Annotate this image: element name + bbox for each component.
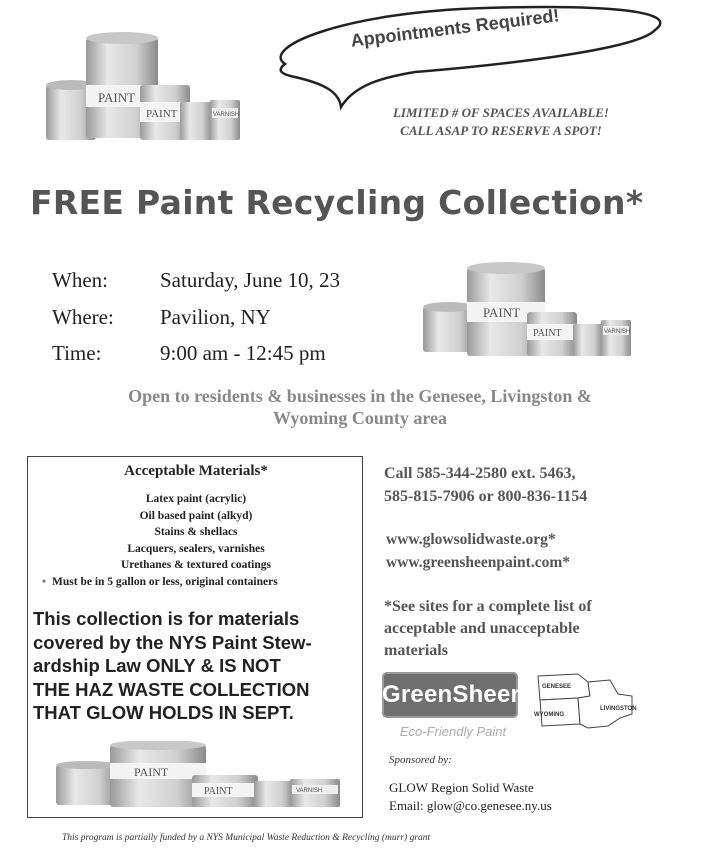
sponsor-info bbox=[389, 779, 552, 815]
limited-line-1: LIMITED # OF SPACES AVAILABLE! bbox=[392, 105, 609, 120]
greensheen-logo: GreenSheen bbox=[382, 672, 518, 718]
svg-text:LIVINGSTON: LIVINGSTON bbox=[600, 706, 637, 712]
material-item: Lacquers, sealers, varnishes bbox=[127, 542, 265, 555]
website-link-glow[interactable]: www.glowsolidwaste.org* bbox=[386, 531, 556, 548]
bullet-icon: • bbox=[42, 576, 47, 588]
funding-footer: This program is partially funded by a NYS Municipal Waste Reduction & Recycling (murr) grant bbox=[62, 833, 431, 843]
law-line: covered by the NYS Paint Stew- bbox=[33, 631, 312, 653]
website-link-greensheen[interactable]: www.greensheenpaint.com* bbox=[386, 554, 570, 571]
see-sites-note bbox=[384, 596, 704, 662]
call-line-1: Call 585-344-2580 ext. 5463, bbox=[384, 465, 576, 482]
sponsor-org: GLOW Region Solid Waste bbox=[389, 780, 534, 795]
see-line-1: *See sites for a complete list of bbox=[384, 598, 592, 615]
websites bbox=[386, 528, 715, 574]
law-line: THE HAZ WASTE COLLECTION bbox=[33, 678, 310, 700]
county-map-icon bbox=[528, 668, 678, 734]
stewardship-law-notice bbox=[33, 607, 363, 725]
page-title: FREE Paint Recycling Collection* bbox=[30, 183, 644, 222]
greensheen-tagline: Eco-Friendly Paint bbox=[399, 724, 507, 739]
see-line-3: materials bbox=[384, 642, 448, 659]
materials-list bbox=[28, 491, 364, 574]
material-item: Urethanes & textured coatings bbox=[120, 559, 272, 571]
svg-text:GENESEE: GENESEE bbox=[542, 684, 572, 690]
open-line-1: Open to residents & businesses in the Genesee, Livingston & bbox=[128, 386, 592, 406]
svg-text:WYOMING: WYOMING bbox=[534, 712, 564, 718]
limited-spaces-notice bbox=[356, 104, 646, 140]
open-line-2: Wyoming County area bbox=[272, 408, 447, 428]
where-label: Where: bbox=[52, 305, 114, 329]
when-value: Saturday, June 10, 23 bbox=[160, 268, 341, 292]
sponsored-by-label: Sponsored by: bbox=[389, 754, 452, 766]
paint-cans-image-top bbox=[40, 30, 250, 150]
open-to-residents bbox=[40, 385, 680, 429]
law-line: This collection is for materials bbox=[33, 608, 300, 629]
time-label: Time: bbox=[52, 341, 102, 365]
see-line-2: acceptable and unacceptable bbox=[384, 620, 580, 637]
svg-text:PAINT: PAINT bbox=[98, 90, 136, 105]
sponsor-email[interactable]: Email: glow@co.genesee.ny.us bbox=[389, 798, 552, 813]
svg-text:PAINT: PAINT bbox=[146, 108, 178, 120]
svg-text:VARNISH: VARNISH bbox=[213, 112, 240, 118]
call-line-2: 585-815-7906 or 800-836-1154 bbox=[384, 488, 588, 505]
time-value: 9:00 am - 12:45 pm bbox=[160, 341, 326, 365]
material-item: Stains & shellacs bbox=[154, 526, 238, 538]
svg-text:PAINT: PAINT bbox=[134, 765, 169, 779]
acceptable-materials-box bbox=[27, 456, 363, 818]
materials-note bbox=[42, 576, 362, 588]
svg-text:VARNISH: VARNISH bbox=[296, 788, 323, 794]
materials-note-text: Must be in 5 gallon or less, original containers bbox=[52, 576, 278, 588]
svg-text:VARNISH: VARNISH bbox=[604, 329, 631, 335]
paint-cans-image-bottom bbox=[42, 741, 352, 813]
material-item: Latex paint (acrylic) bbox=[145, 493, 247, 505]
svg-text:PAINT: PAINT bbox=[533, 328, 562, 339]
material-item: Oil based paint (alkyd) bbox=[139, 509, 253, 522]
svg-text:PAINT: PAINT bbox=[483, 305, 521, 320]
materials-heading: Acceptable Materials* bbox=[124, 463, 268, 479]
law-line: ardship Law ONLY & IS NOT bbox=[33, 655, 281, 676]
where-value: Pavilion, NY bbox=[160, 305, 271, 329]
when-label: When: bbox=[52, 268, 108, 292]
paint-cans-image-middle bbox=[415, 262, 640, 362]
appointments-required-text: Appointments Required! bbox=[349, 5, 561, 51]
law-line: THAT GLOW HOLDS IN SEPT. bbox=[33, 702, 294, 723]
limited-line-2: CALL ASAP TO RESERVE A SPOT! bbox=[400, 123, 602, 138]
svg-text:PAINT: PAINT bbox=[204, 786, 233, 797]
phone-contact bbox=[384, 462, 714, 508]
